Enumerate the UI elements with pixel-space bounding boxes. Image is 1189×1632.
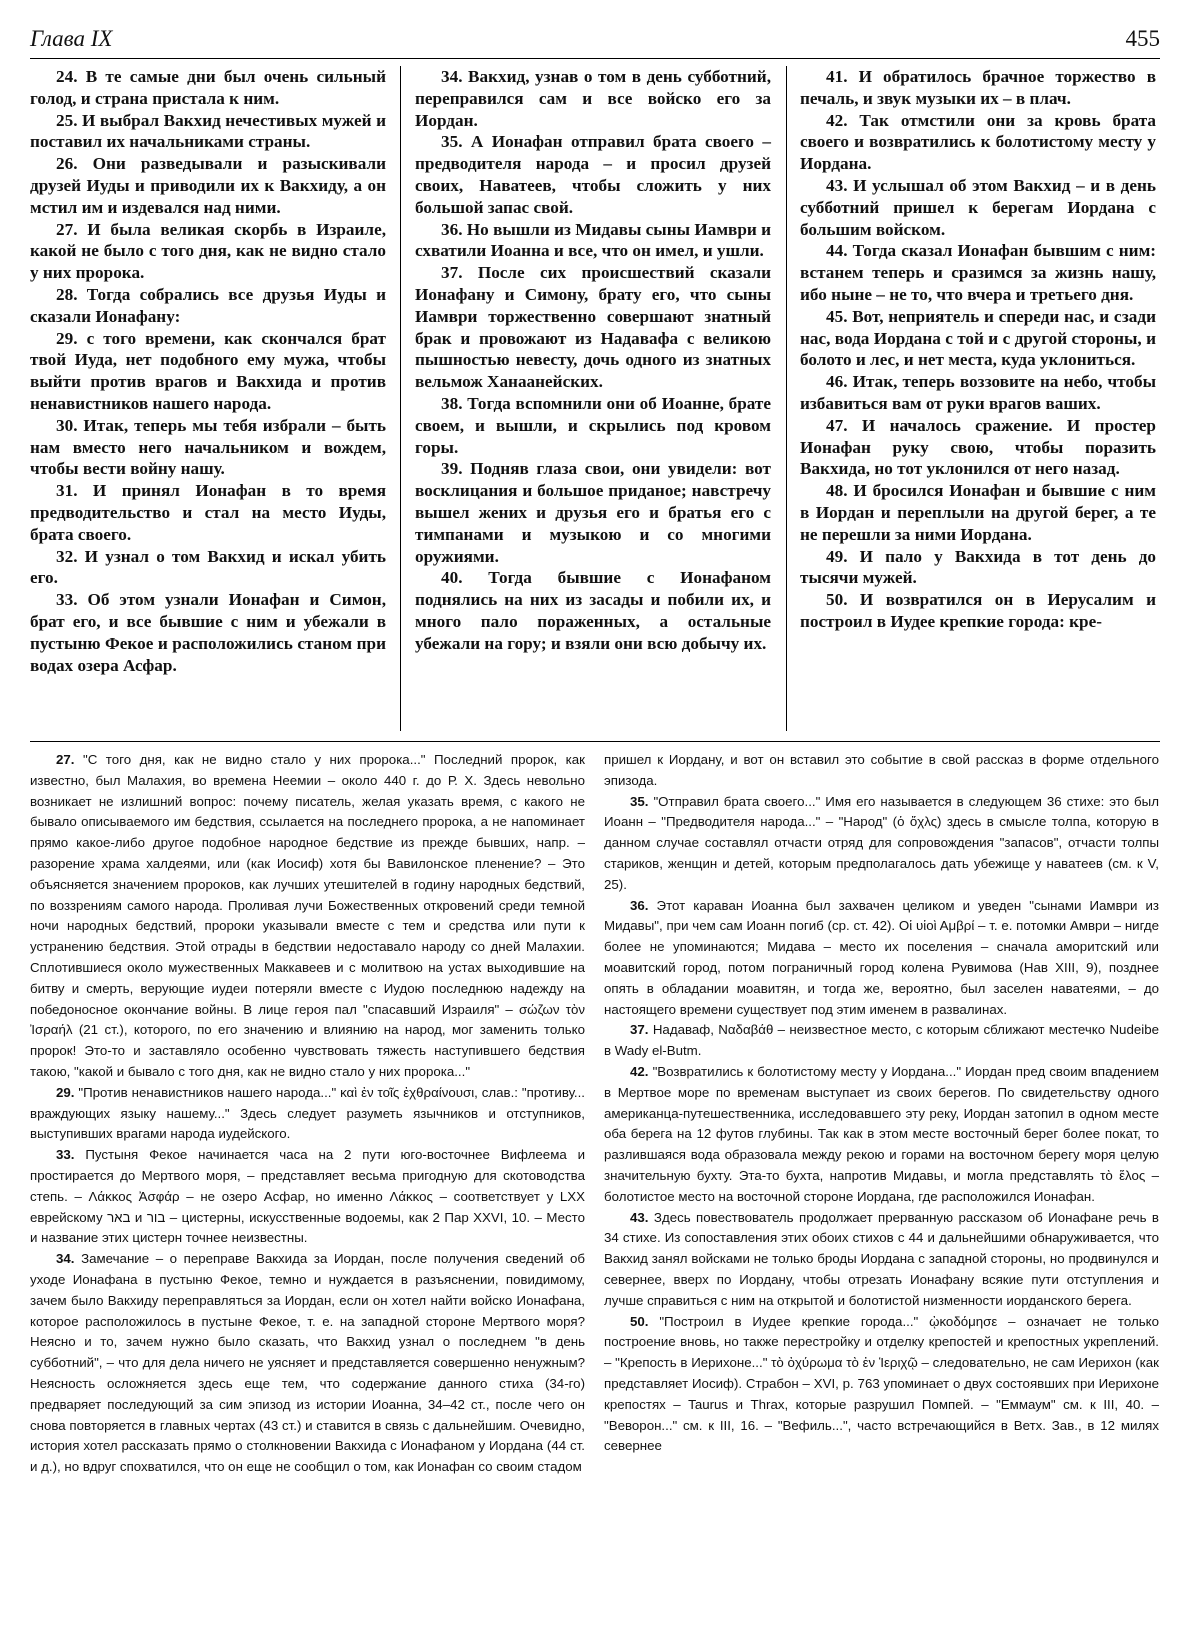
verse-column-2 (415, 66, 771, 655)
verse: 26. Они разведывали и разыскивали друзей Иуды и приводили их к Вакхиду, а он мстил им и издевался над ними. (30, 154, 386, 217)
verse: 25. И выбрал Вакхид нечестивых мужей и поставил их начальниками страны. (30, 110, 386, 152)
commentary (30, 750, 1160, 1620)
note-text: Замечание – о переправе Вакхида за Иордан, после получения сведений об уходе Ионафана в пустыню Фекое, темно и нуждается в разъяснении, повидимому, зачем было Вакхиду переправляться за Иордан, если он хотел найти войско Ионафана, которое расположилось в пустыне Фекое, т. е. на западной стороне Мертвого моря? Неясно и то, зачем нужно было сказать, что Вакхид узнал о последнем "в день субботний", – что для дела ничего не уясняет и представляется совершенно ненужным? Неясность осложняется здесь еще тем, что содержание данного стиха (34-го) предваряет последующий за сим эпизод из истории Иоанна, 34–42 ст., после чего он снова повторяется в главных чертах (43 ст.) и ставится в связь с дальнейшим. Очевидно, история хотел рассказать прямо о столкновении Вакхида с Ионафаном у Иордана (44 ст. и д.), но вдруг спохватился, что он еще не сообщил о том, как Ионафан со своим стадом (30, 1251, 585, 1475)
verse: 24. В те самые дни был очень сильный голод, и страна пристала к ним. (30, 67, 386, 108)
note-number: 36. (630, 897, 649, 913)
note-number: 37. (630, 1022, 649, 1038)
commentary-note (604, 896, 1159, 1021)
commentary-note (604, 1208, 1159, 1312)
verse: 46. Итак, теперь воззовите на небо, чтобы избавиться вам от руки врагов ваших. (800, 372, 1156, 413)
commentary-note (30, 1249, 585, 1478)
note-number: 27. (56, 752, 75, 767)
note-text: "Построил в Иудее крепкие города..." ᾠκοδόμησε – означает не только построение вновь, но также перестройку и отделку крепостей и крепостных укреплений. – "Крепость в Иерихоне..." τὸ ὀχύρωμα τὸ ἐν Ἱεριχῷ – следовательно, не сам Иерихон (как представляет Иосиф). Страбон – XVI, р. 763 упоминает о двух состоявших при Иерихоне крепостях – Taurus и Thrax, которые разрушил Помпей. – "Еммаум" см. к III, 40. – "Веворон..." см. к III, 16. – "Вефиль...", часто встречающийся в Ветх. Зав., в 12 милях севернее (604, 1313, 1159, 1454)
verse: 28. Тогда собрались все друзья Иуды и сказали Ионафану: (30, 284, 386, 326)
running-header (30, 24, 1160, 58)
commentary-note (604, 1020, 1159, 1062)
verse: 45. Вот, неприятель и спереди нас, и сзади нас, вода Иордана с той и с другой стороны, и болото и лес, и нет места, куда уклониться. (800, 306, 1156, 370)
verse: 43. И услышал об этом Вакхид – и в день субботний пришел к берегам Иордана с большим войском. (800, 175, 1156, 239)
commentary-column-left (30, 750, 585, 1478)
verse: 44. Тогда сказал Ионафан бывшим с ним: встанем теперь и сразимся за жизнь нашу, ибо ныне – не то, что вчера и третьего дня. (800, 241, 1156, 304)
verse-column-3 (800, 66, 1156, 633)
commentary-note (604, 792, 1159, 896)
commentary-note (30, 1083, 585, 1145)
verse-columns (30, 66, 1160, 738)
verse: 48. И бросился Ионафан и бывшие с ним в Иордан и переплыли на другой берег, а те не перешли за ними Иордана. (800, 481, 1156, 544)
note-text: "Отправил брата своего..." Имя его называется в следующем 36 стихе: это был Иоанн – "Предводителя народа..." – "Народ" (ὁ ὄχλς) здесь в смысле толпа, которую в данном случае составлял отчасти отряд для сопровождения "запасов", отчасти толпы стариков, женщин и детей, которым предполагалось дать убежище у наватеев (см. к V, 25). (604, 793, 1159, 892)
commentary-note (30, 1145, 585, 1249)
verse: 39. Подняв глаза свои, они увидели: вот восклицания и большое приданое; навстречу вышел жених и друзья его и братья его с тимпанами и музыкою и со многими оружиями. (415, 459, 771, 566)
verse: 38. Тогда вспомнили они об Иоанне, брате своем, и вышли, и скрылись под кровом горы. (415, 393, 771, 457)
commentary-note (604, 1062, 1159, 1208)
commentary-note (30, 750, 585, 1083)
note-text: Этот караван Иоанна был захвачен целиком и уведен "сынами Иамври из Мидавы", при чем сам Иоанн погиб (ср. ст. 42). Οἱ υἱοὶ Αμβρί – т. е. потомки Амври – нигде более не упоминаются; Мидава – место их поселения – сначала аморитский или моавитский город, потом пограничный город колена Рувимова (Нав XIII, 9), позднее опять в обладании моавитян, и тогда же, вероятно, был заселен наватеями, – до настоящего времени существует под этим именем в развалинах. (604, 897, 1160, 1017)
page-number: 455 (1125, 26, 1160, 51)
verse: 27. И была великая скорбь в Израиле, какой не было с того дня, как не видно стало у них пророка. (30, 219, 386, 283)
header-rule (30, 58, 1160, 59)
note-number: 34. (56, 1251, 75, 1267)
note-text: Надаваф, Ναδαβάθ – неизвестное место, с которым сближают местечко Nudeibe в Wady el-Butm. (604, 1022, 1159, 1059)
column-divider (400, 66, 401, 731)
note-number: 29. (56, 1084, 75, 1100)
verse: 34. Вакхид, узнав о том в день субботний, переправился сам и все войско его за Иордан. (415, 67, 771, 130)
note-number: 42. (630, 1063, 649, 1079)
commentary-column-right (604, 750, 1159, 1457)
verse-column-1 (30, 66, 386, 676)
verse: 29. с того времени, как скончался брат твой Иуда, нет подобного ему мужа, чтобы выйти против врагов и Вакхида и против ненавистников нашего народа. (30, 328, 386, 413)
commentary-rule (30, 741, 1160, 742)
verse: 49. И пало у Вакхида в тот день до тысячи мужей. (800, 546, 1156, 588)
verse: 35. А Ионафан отправил брата своего – предводителя народа – и просил друзей своих, Наватеев, чтобы сложить у них большой запас свой. (415, 132, 771, 217)
verse: 30. Итак, теперь мы тебя избрали – быть нам вместо него начальником и вождем, чтобы вести войну нашу. (30, 415, 386, 479)
note-number: 50. (630, 1313, 649, 1329)
verse: 42. Так отмстили они за кровь брата своего и возвратились к болотистому месту у Иордана. (800, 110, 1156, 174)
verse: 41. И обратилось брачное торжество в печаль, и звук музыки их – в плач. (800, 67, 1156, 108)
verse: 40. Тогда бывшие с Ионафаном поднялись на них из засады и побили их, и много пало пораженных, а остальные убежали на гору; и взяли они всю добычу их. (415, 568, 771, 653)
verse: 36. Но вышли из Мидавы сыны Иамври и схватили Иоанна и все, что он имел, и ушли. (415, 219, 771, 261)
verse: 32. И узнал о том Вакхид и искал убить его. (30, 546, 386, 588)
note-text: пришел к Иордану, и вот он вставил это событие в свой рассказ в форме отдельного эпизода. (604, 752, 1159, 788)
note-number: 33. (56, 1147, 75, 1163)
note-text: Здесь повествователь продолжает прерванную рассказом об Ионафане речь в 34 стихе. Из сопоставления этих обоих стихов с 44 и дальнейшими обнаруживается, что Вакхид занял войсками не только броды Иордана с западной стороны, но продвинулся и севернее, вверх по Иордану, чтобы отрезать Ионафану всякие пути отступления и лучше справиться с ним на открытой и болотистой низменности иорданского берега. (604, 1209, 1159, 1308)
note-text: "С того дня, как не видно стало у них пророка..." Последний пророк, как известно, был Малахия, во времена Неемии – около 440 г. до Р. Х. Здесь невольно возникает не излишний вопрос: почему писатель, желая указать время, с какого не бывало описываемого им бедствия, ссылается на последнего пророка, а не напоминает прямо какое-либо другое подобное народное бедствие из прежде бывших, напр. – разорение храма халдеями, или (как Иосиф) хотя бы Вавилонское пленение? – Это объясняется значением пророков, как лучших утешителей в годину народных бедствий, по воззрениям самого народа. Проливая лучи Божественных откровений среди темной ночи народных бедствий, пророки указывали вместе с тем и средства или пути к устранению бедствия. Этой отрады в бедствии недоставало народу со дней Малахии. Сплотившиеся около мужественных Маккавеев и с молитвою на устах выходившие на битву и смерть, верующие иудеи потеряли вместе с Иудою последнюю надежду на победоносное окончание войны. В лице героя пал "спасавший Израиля" – σώζων τὸν Ἰσραήλ (21 ст.), которого, по его значению и влиянию на народ, мог заменить только пророк! Это-то и заставляло особенно чувствовать тяжесть наступившего бедствия такою, "какой и бывало с того дня, как не видно стало у них пророка..." (30, 752, 585, 1079)
verse: 47. И началось сражение. И простер Ионафан руку свою, чтобы поразить Вакхида, но тот уклонился от него назад. (800, 415, 1156, 479)
note-number: 43. (630, 1209, 649, 1225)
chapter-title: Глава IX (30, 26, 113, 51)
note-text: "Против ненавистников нашего народа..." καὶ ἐν τοῖς ἐχθραίνουσι, слав.: "противу... враждующих языку нашему..." Здесь следует разуметь язычников и отступников, выступивших врагами народа иудейского. (30, 1084, 585, 1142)
commentary-note (604, 750, 1159, 792)
column-divider (786, 66, 787, 731)
note-text: Пустыня Фекое начинается часа на 2 пути юго-восточнее Вифлеема и простирается до Мертвого моря, – представляет весьма пригодную для скотоводства степь. – Λάκκος Ἀσφάρ – не озеро Асфар, но именно Λάκκος – соответствует у LXX еврейскому באר и בור – цистерны, искусственные водоемы, как 2 Пар XXVI, 10. – Место и название этих цистерн точнее неизвестны. (30, 1147, 585, 1246)
verse: 50. И возвратился он в Иерусалим и построил в Иудее крепкие города: кре- (800, 590, 1156, 631)
verse: 37. После сих происшествий сказали Ионафану и Симону, брату его, что сыны Иамври торжественно совершают знатный брак и провожают из Надавафа с великою пышностью невесту, дочь одного из знатных вельмож Ханаанейских. (415, 263, 771, 392)
commentary-note (604, 1312, 1159, 1458)
verse: 31. И принял Ионафан в то время предводительство и стал на место Иуды, брата своего. (30, 481, 386, 544)
note-text: "Возвратились к болотистому месту у Иордана..." Иордан пред своим впадением в Мертвое море по временам выступает из своих берегов. По свидетельству одного американца-путешественника, исследовавшего эту реку, Иордан затопил в одном месте оба берега на 12 футов глубины. Так как в этом месте восточный берег более покат, то разлившаяся вода образовала между рекою и горами на восточном берегу моря целую значительную бухту. Эта-то бухта, напротив Мидавы, и могла представлять τὸ ἕλος – болотистое место на восточной стороне Иордана, где расположился Ионафан. (604, 1063, 1159, 1204)
verse: 33. Об этом узнали Ионафан и Симон, брат его, и все бывшие с ним и убежали в пустыню Фекое и расположились станом при водах озера Асфар. (30, 590, 386, 675)
note-number: 35. (630, 793, 649, 809)
